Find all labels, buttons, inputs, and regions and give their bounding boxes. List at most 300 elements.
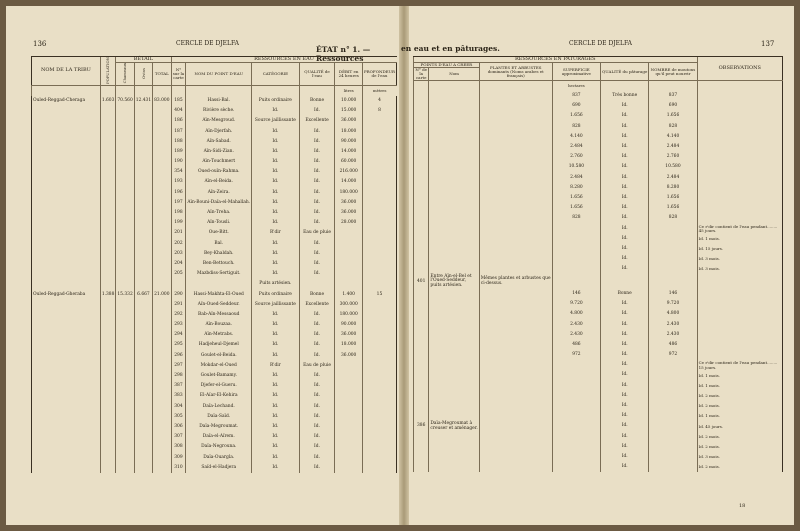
point-quality: Id. [299, 432, 335, 442]
table-row [32, 290, 397, 300]
sheep-count [649, 462, 697, 472]
point-name: Aïn-Bouni-Daïa-el-Mahallah. [186, 198, 252, 208]
point-depth [362, 442, 396, 452]
point-flow: 36.000 [335, 208, 363, 218]
empty-cell [429, 299, 479, 309]
empty-cell [116, 422, 134, 432]
right-title: en eau et en pâturages. [401, 44, 500, 53]
empty-cell [414, 330, 429, 340]
empty-cell [100, 157, 116, 167]
sheep-count: 2.484 [649, 173, 697, 183]
point-category: Id. [252, 351, 300, 361]
empty-cell [134, 341, 152, 351]
table-row [32, 361, 397, 371]
col-surface: SUPERFICIE approximative [552, 63, 600, 81]
point-flow [335, 402, 363, 412]
point-flow [335, 269, 363, 279]
table-row [32, 330, 397, 340]
observation: Id. 2 mois. [697, 432, 782, 442]
empty-cell [479, 132, 552, 142]
point-category: Id. [252, 198, 300, 208]
point-flow [335, 412, 363, 422]
empty-cell [414, 91, 429, 101]
pasture-surface [552, 254, 600, 264]
empty-cell [116, 330, 134, 340]
empty-cell [32, 392, 101, 402]
sheep-count [649, 411, 697, 421]
empty-cell [134, 167, 152, 177]
empty-cell [153, 351, 171, 361]
pasture-quality: Id. [601, 411, 649, 421]
point-depth [362, 116, 396, 126]
point-number: 387 [171, 381, 186, 391]
unit-cell [299, 85, 335, 96]
pasture-surface [552, 411, 600, 421]
point-name: Aïn-Mesgroud. [186, 116, 252, 126]
empty-cell [479, 91, 552, 101]
empty-cell [153, 127, 171, 137]
table-row [32, 259, 397, 269]
sheep-count [649, 452, 697, 462]
point-number: 292 [171, 310, 186, 320]
col-total: TOTAL [153, 63, 171, 86]
observation [697, 275, 782, 290]
point-name: Hadjeheul-Djemel [186, 341, 252, 351]
table-row [32, 371, 397, 381]
empty-cell [134, 116, 152, 126]
plants-note: Mêmes plantes et arbustes que ci-dessus. [479, 275, 552, 290]
point-depth [362, 412, 396, 422]
point-number: 197 [171, 198, 186, 208]
empty-cell [134, 198, 152, 208]
empty-cell [134, 147, 152, 157]
table-row [32, 106, 397, 116]
table-row [32, 218, 397, 228]
table-row [32, 229, 397, 239]
empty-cell [116, 208, 134, 218]
unit-flow: litres [335, 85, 363, 96]
empty-cell [479, 173, 552, 183]
point-flow [335, 361, 363, 371]
pasture-surface: 8.280 [552, 183, 600, 193]
point-flow [335, 249, 363, 259]
table-row [414, 224, 783, 234]
empty-cell [116, 249, 134, 259]
pasture-surface [552, 360, 600, 370]
point-name [186, 279, 252, 289]
sheep-count [649, 422, 697, 432]
pasture-quality: Id. [601, 122, 649, 132]
table-row [32, 269, 397, 279]
book-spread [6, 6, 794, 525]
empty-cell [116, 381, 134, 391]
point-quality: Id. [299, 392, 335, 402]
empty-cell [134, 320, 152, 330]
empty-cell [32, 341, 101, 351]
point-number: 404 [171, 106, 186, 116]
empty-cell [479, 183, 552, 193]
footer-mark: 18 [739, 503, 746, 509]
point-number: 290 [171, 290, 186, 300]
point-quality: Id. [299, 351, 335, 361]
empty-cell [479, 264, 552, 274]
pasture-quality: Id. [601, 101, 649, 111]
unit-cell [153, 85, 171, 96]
table-row [414, 203, 783, 213]
empty-cell [153, 239, 171, 249]
empty-cell [134, 157, 152, 167]
point-depth [362, 361, 396, 371]
empty-cell [116, 259, 134, 269]
empty-cell [414, 152, 429, 162]
point-category: Id. [252, 137, 300, 147]
unit-cell [479, 81, 552, 92]
empty-cell [479, 101, 552, 111]
table-row [414, 163, 783, 173]
empty-cell [134, 229, 152, 239]
table-row [414, 234, 783, 244]
point-number: 204 [171, 259, 186, 269]
point-name: Aïn-Bouzaa. [186, 320, 252, 330]
unit-cell [601, 81, 649, 92]
point-category: Id. [252, 127, 300, 137]
observation: Id. 1 mois. [697, 234, 782, 244]
empty-cell [429, 183, 479, 193]
empty-cell [414, 350, 429, 360]
pasture-surface: 4.800 [552, 309, 600, 319]
point-flow: 18.000 [335, 341, 363, 351]
empty-cell [134, 249, 152, 259]
empty-cell [429, 411, 479, 421]
created-point-number: 401 [414, 275, 429, 290]
point-flow: 10.000 [335, 96, 363, 106]
empty-cell [429, 132, 479, 142]
empty-cell [32, 453, 101, 463]
point-flow [335, 381, 363, 391]
empty-cell [100, 463, 116, 473]
table-row [32, 167, 397, 177]
col-point: NOM DU POINT D'EAU [186, 63, 252, 86]
empty-cell [32, 351, 101, 361]
point-flow: 180.000 [335, 188, 363, 198]
empty-cell [134, 178, 152, 188]
pasture-quality: Id. [601, 401, 649, 411]
empty-cell [153, 147, 171, 157]
point-number: 196 [171, 188, 186, 198]
observation: Id. 45 jours. [697, 422, 782, 432]
point-number [171, 279, 186, 289]
point-number: 294 [171, 330, 186, 340]
empty-cell [32, 412, 101, 422]
empty-cell [479, 112, 552, 122]
table-row [32, 392, 397, 402]
point-quality: Id. [299, 371, 335, 381]
empty-cell [414, 299, 429, 309]
empty-cell [429, 101, 479, 111]
empty-cell [429, 254, 479, 264]
sheep-count: 2.760 [649, 152, 697, 162]
empty-cell [429, 360, 479, 370]
point-category: Id. [252, 239, 300, 249]
unit-depth: mètres [362, 85, 396, 96]
point-depth [362, 463, 396, 473]
point-depth [362, 127, 396, 137]
table-row [414, 371, 783, 381]
observation [697, 203, 782, 213]
col-points: POINTS D'EAU A CREER [414, 63, 480, 68]
empty-cell [116, 463, 134, 473]
pasture-surface: 1.656 [552, 203, 600, 213]
table-row [414, 112, 783, 122]
empty-cell [32, 463, 101, 473]
point-quality: Id. [299, 106, 335, 116]
empty-cell [479, 203, 552, 213]
empty-cell [153, 310, 171, 320]
point-category: Id. [252, 442, 300, 452]
point-category: Id. [252, 463, 300, 473]
sheep-count [649, 360, 697, 370]
point-category: Id. [252, 157, 300, 167]
pasture-surface: 2.760 [552, 152, 600, 162]
pasture-quality: Bonne [601, 289, 649, 299]
empty-cell [414, 289, 429, 299]
point-quality: Id. [299, 127, 335, 137]
point-flow: 300.000 [335, 300, 363, 310]
empty-cell [429, 432, 479, 442]
point-category: Puits ordinaire [252, 96, 300, 106]
empty-cell [100, 442, 116, 452]
point-category: Id. [252, 208, 300, 218]
point-number: 205 [171, 269, 186, 279]
point-name: Bab-Aïn-Messaoud [186, 310, 252, 320]
observation [697, 101, 782, 111]
empty-cell [32, 147, 101, 157]
empty-cell [153, 392, 171, 402]
sheep-count: 8.280 [649, 183, 697, 193]
point-flow [335, 432, 363, 442]
table-row [32, 127, 397, 137]
pasture-surface [552, 422, 600, 432]
point-flow [335, 259, 363, 269]
point-flow [335, 239, 363, 249]
point-flow: 180.000 [335, 310, 363, 320]
empty-cell [116, 279, 134, 289]
empty-cell [414, 122, 429, 132]
empty-cell [134, 279, 152, 289]
tribe-name: Ouled-Reggad-Gheraba [32, 290, 101, 300]
point-number: 190 [171, 157, 186, 167]
pasture-surface [552, 452, 600, 462]
empty-cell [153, 453, 171, 463]
empty-cell [153, 116, 171, 126]
empty-cell [153, 341, 171, 351]
sheep-count [649, 275, 697, 290]
empty-cell [414, 401, 429, 411]
table-row [414, 152, 783, 162]
point-flow [335, 463, 363, 473]
empty-cell [116, 229, 134, 239]
empty-cell [429, 112, 479, 122]
sheep-count: 828 [649, 122, 697, 132]
table-row [414, 442, 783, 452]
point-quality: Id. [299, 422, 335, 432]
empty-cell [414, 371, 429, 381]
point-quality: Id. [299, 218, 335, 228]
empty-cell [116, 341, 134, 351]
right-running-head: CERCLE DE DJELFA [569, 40, 633, 47]
created-point-number: 386 [414, 422, 429, 432]
unit-cell [32, 85, 101, 96]
pasture-surface: 2.430 [552, 330, 600, 340]
empty-cell [429, 391, 479, 401]
point-number: 293 [171, 320, 186, 330]
sheep-count [649, 391, 697, 401]
empty-cell [429, 330, 479, 340]
table-row [32, 463, 397, 473]
pasture-quality: Très bonne [601, 91, 649, 101]
point-quality: Id. [299, 320, 335, 330]
empty-cell [429, 442, 479, 452]
point-quality: Id. [299, 330, 335, 340]
col-pasture-quality: QUALITÉ du pâturage [601, 63, 649, 81]
point-number: 309 [171, 453, 186, 463]
empty-cell [32, 188, 101, 198]
pasture-surface: 2.484 [552, 142, 600, 152]
left-page-number: 136 [33, 40, 47, 48]
empty-cell [32, 269, 101, 279]
empty-cell [479, 391, 552, 401]
point-flow [335, 453, 363, 463]
empty-cell [153, 412, 171, 422]
point-number: 307 [171, 432, 186, 442]
tribe-total: 21.000 [153, 290, 171, 300]
pasture-quality: Id. [601, 350, 649, 360]
empty-cell [116, 371, 134, 381]
table-row [32, 402, 397, 412]
empty-cell [479, 350, 552, 360]
empty-cell [414, 381, 429, 391]
pasture-surface [552, 234, 600, 244]
pasture-quality [601, 275, 649, 290]
point-name: Daïa-Negrouna. [186, 442, 252, 452]
point-quality: Eau de pluie [299, 229, 335, 239]
sheep-count: 972 [649, 350, 697, 360]
point-depth [362, 402, 396, 412]
empty-cell [32, 137, 101, 147]
empty-cell [429, 371, 479, 381]
empty-cell [100, 218, 116, 228]
table-row [32, 351, 397, 361]
point-name: Aïn-el-Beida. [186, 178, 252, 188]
observation [697, 91, 782, 101]
point-name: Aïn-Sabad. [186, 137, 252, 147]
point-flow [335, 279, 363, 289]
point-depth [362, 239, 396, 249]
empty-cell [414, 244, 429, 254]
left-page [6, 6, 399, 525]
sheep-count: 9.720 [649, 299, 697, 309]
empty-cell [153, 137, 171, 147]
empty-cell [479, 360, 552, 370]
pasture-surface: 4.140 [552, 132, 600, 142]
point-flow: 1.400 [335, 290, 363, 300]
pasture-quality: Id. [601, 234, 649, 244]
table-row [414, 142, 783, 152]
empty-cell [32, 157, 101, 167]
point-quality: Excellente [299, 300, 335, 310]
col-pasture-group: RESSOURCES EN PATURAGES [414, 57, 698, 63]
point-depth [362, 147, 396, 157]
empty-cell [429, 309, 479, 319]
sheep-count: 837 [649, 91, 697, 101]
col-num: N° sur la carte [171, 63, 186, 86]
units-row [32, 85, 397, 96]
col-sheep-count: NOMBRE de moutons qu'il peut nourrir [649, 63, 697, 81]
point-number: 201 [171, 229, 186, 239]
empty-cell [429, 122, 479, 132]
observation [697, 163, 782, 173]
empty-cell [100, 116, 116, 126]
empty-cell [414, 101, 429, 111]
empty-cell [100, 106, 116, 116]
table-row [414, 254, 783, 264]
empty-cell [116, 402, 134, 412]
col-livestock: BÉTAIL [116, 57, 171, 63]
empty-cell [429, 234, 479, 244]
table-row [414, 193, 783, 203]
pasture-quality: Id. [601, 330, 649, 340]
col-quality: QUALITÉ de l'eau [299, 63, 335, 86]
empty-cell [100, 310, 116, 320]
pasture-quality: Id. [601, 299, 649, 309]
point-category: Source jaillissante [252, 300, 300, 310]
point-name: Aïn-Treha. [186, 208, 252, 218]
pasture-surface [552, 432, 600, 442]
sheep-count: 1.656 [649, 203, 697, 213]
empty-cell [32, 239, 101, 249]
empty-cell [134, 310, 152, 320]
empty-cell [116, 147, 134, 157]
observation [697, 340, 782, 350]
table-row [414, 122, 783, 132]
observation: Id. 15 jours. [697, 244, 782, 254]
point-depth [362, 167, 396, 177]
table-row [32, 341, 397, 351]
pasture-quality: Id. [601, 422, 649, 432]
empty-cell [479, 163, 552, 173]
pasture-surface: 2.484 [552, 173, 600, 183]
table-row [32, 198, 397, 208]
empty-cell [414, 391, 429, 401]
unit-cell [186, 85, 252, 96]
empty-cell [153, 218, 171, 228]
sheep-count: 828 [649, 213, 697, 223]
pasture-quality: Id. [601, 224, 649, 234]
col-tribe: NOM DE LA TRIBU [32, 57, 101, 86]
col-point-num: N° de la carte [415, 67, 428, 80]
empty-cell [116, 157, 134, 167]
table-row [414, 101, 783, 111]
water-resources-table [31, 56, 397, 473]
empty-cell [116, 218, 134, 228]
pasture-surface [552, 264, 600, 274]
empty-cell [429, 152, 479, 162]
empty-cell [116, 116, 134, 126]
empty-cell [100, 188, 116, 198]
empty-cell [479, 330, 552, 340]
empty-cell [479, 442, 552, 452]
point-depth [362, 178, 396, 188]
